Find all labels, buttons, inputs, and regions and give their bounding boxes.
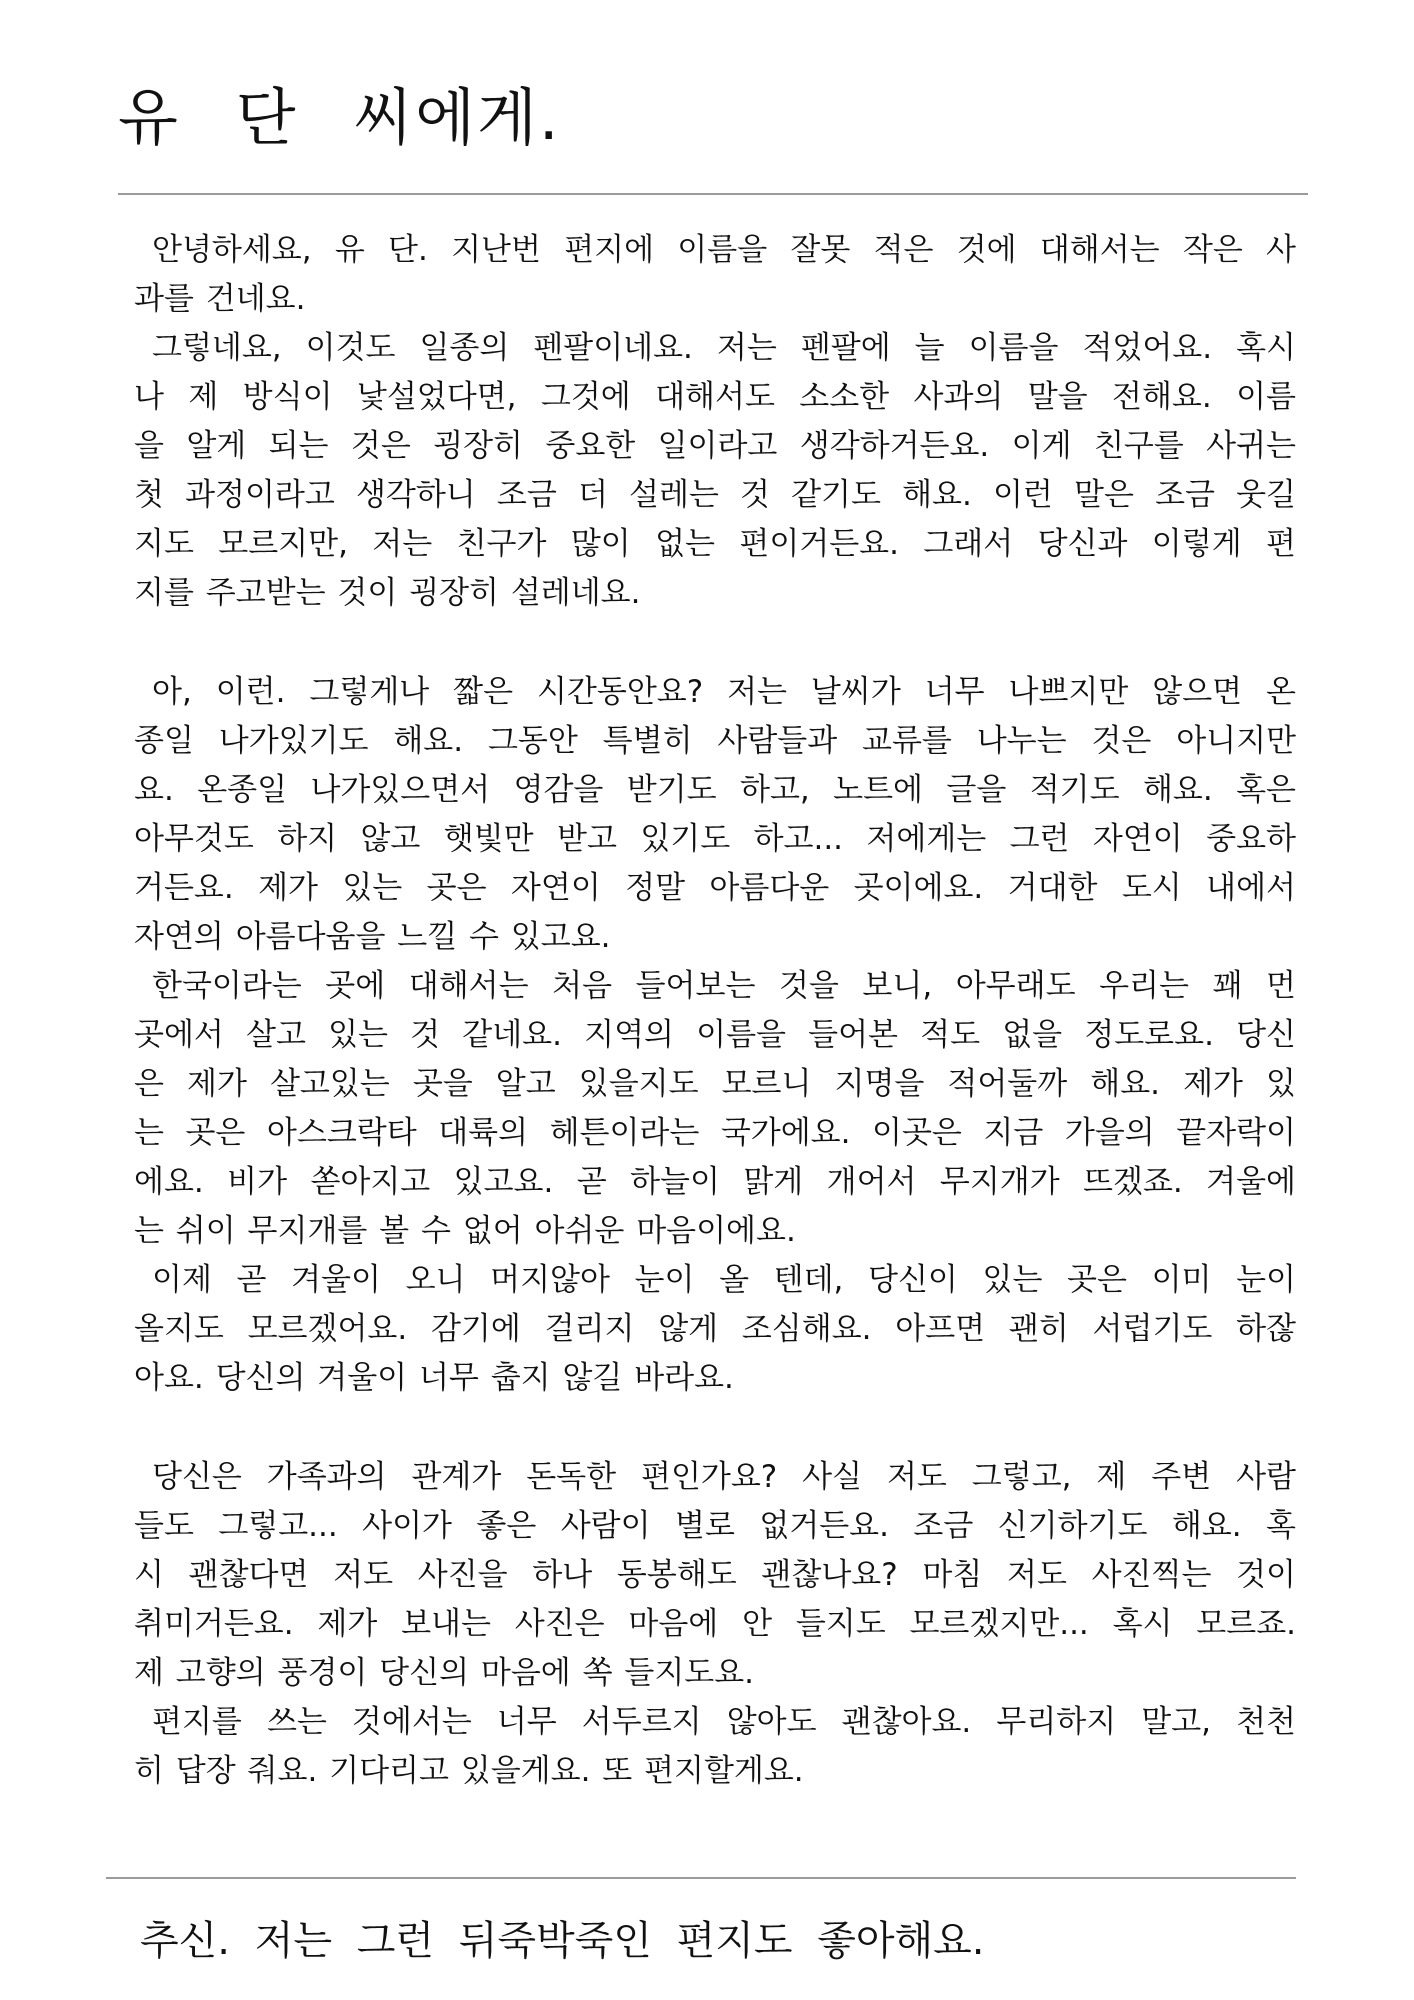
postscript: 추신. 저는 그런 뒤죽박죽인 편지도 좋아해요. (140, 1918, 985, 1964)
body-line: 거든요. 제가 있는 곳은 자연이 정말 아름다운 곳이에요. 거대한 도시 내에서 (134, 870, 1296, 906)
body-line: 한국이라는 곳에 대해서는 처음 들어보는 것을 보니, 아무래도 우리는 꽤 먼 (152, 968, 1296, 1004)
body-line: 들도 그렇고... 사이가 좋은 사람이 별로 없거든요. 조금 신기하기도 해요. 혹 (134, 1508, 1296, 1544)
body-line: 올지도 모르겠어요. 감기에 걸리지 않게 조심해요. 아프면 괜히 서럽기도 하잖 (134, 1311, 1296, 1347)
body-line: 곳에서 살고 있는 것 같네요. 지역의 이름을 들어본 적도 없을 정도로요. 당신 (134, 1017, 1296, 1053)
body-line: 히 답장 줘요. 기다리고 있을게요. 또 편지할게요. (134, 1753, 804, 1789)
paragraph-gap (134, 1403, 1296, 1453)
body-line: 자연의 아름다움을 느낄 수 있고요. (134, 919, 611, 955)
body-line: 은 제가 살고있는 곳을 알고 있을지도 모르니 지명을 적어둘까 해요. 제가 있 (134, 1066, 1296, 1102)
body-line: 에요. 비가 쏟아지고 있고요. 곧 하늘이 맑게 개어서 무지개가 뜨겠죠. 겨울에 (134, 1164, 1296, 1200)
body-line: 지도 모르지만, 저는 친구가 많이 없는 편이거든요. 그래서 당신과 이렇게 편 (134, 526, 1296, 562)
body-line: 아무것도 하지 않고 햇빛만 받고 있기도 하고... 저에게는 그런 자연이 중요하 (134, 821, 1296, 857)
body-line: 안녕하세요, 유 단. 지난번 편지에 이름을 잘못 적은 것에 대해서는 작은 사 (152, 232, 1296, 268)
body-line: 제 고향의 풍경이 당신의 마음에 쏙 들지도요. (134, 1655, 755, 1691)
body-line: 아, 이런. 그렇게나 짧은 시간동안요? 저는 날씨가 너무 나쁘지만 않으면 온 (152, 674, 1296, 710)
body-line: 요. 온종일 나가있으면서 영감을 받기도 하고, 노트에 글을 적기도 해요. 혹은 (134, 772, 1296, 808)
top-divider (118, 193, 1308, 195)
body-line: 시 괜찮다면 저도 사진을 하나 동봉해도 괜찮나요? 마침 저도 사진찍는 것이 (134, 1557, 1296, 1593)
body-line: 종일 나가있기도 해요. 그동안 특별히 사람들과 교류를 나누는 것은 아니지만 (134, 723, 1296, 759)
body-line: 과를 건네요. (134, 281, 306, 317)
body-line: 나 제 방식이 낯설었다면, 그것에 대해서도 소소한 사과의 말을 전해요. 이름 (134, 379, 1296, 415)
body-line: 는 쉬이 무지개를 볼 수 없어 아쉬운 마음이에요. (134, 1213, 796, 1249)
body-line: 당신은 가족과의 관계가 돈독한 편인가요? 사실 저도 그렇고, 제 주변 사람 (152, 1459, 1296, 1495)
paragraph-gap (134, 618, 1296, 668)
body-line: 첫 과정이라고 생각하니 조금 더 설레는 것 같기도 해요. 이런 말은 조금 웃길 (134, 477, 1296, 513)
body-line: 아요. 당신의 겨울이 너무 춥지 않길 바라요. (134, 1360, 734, 1396)
body-line: 취미거든요. 제가 보내는 사진은 마음에 안 들지도 모르겠지만... 혹시 모르죠. (134, 1606, 1296, 1642)
letter-body (134, 226, 1296, 1796)
body-line: 이제 곧 겨울이 오니 머지않아 눈이 올 텐데, 당신이 있는 곳은 이미 눈이 (152, 1262, 1296, 1298)
letter-title: 유 단 씨에게. (118, 81, 561, 154)
body-line: 그렇네요, 이것도 일종의 펜팔이네요. 저는 펜팔에 늘 이름을 적었어요. 혹시 (152, 330, 1296, 366)
body-line: 편지를 쓰는 것에서는 너무 서두르지 않아도 괜찮아요. 무리하지 말고, 천천 (152, 1704, 1296, 1740)
body-line: 을 알게 되는 것은 굉장히 중요한 일이라고 생각하거든요. 이게 친구를 사귀는 (134, 428, 1296, 464)
bottom-divider (106, 1877, 1296, 1879)
body-line: 지를 주고받는 것이 굉장히 설레네요. (134, 575, 641, 611)
body-line: 는 곳은 아스크락타 대륙의 헤튼이라는 국가에요. 이곳은 지금 가을의 끝자락이 (134, 1115, 1296, 1151)
